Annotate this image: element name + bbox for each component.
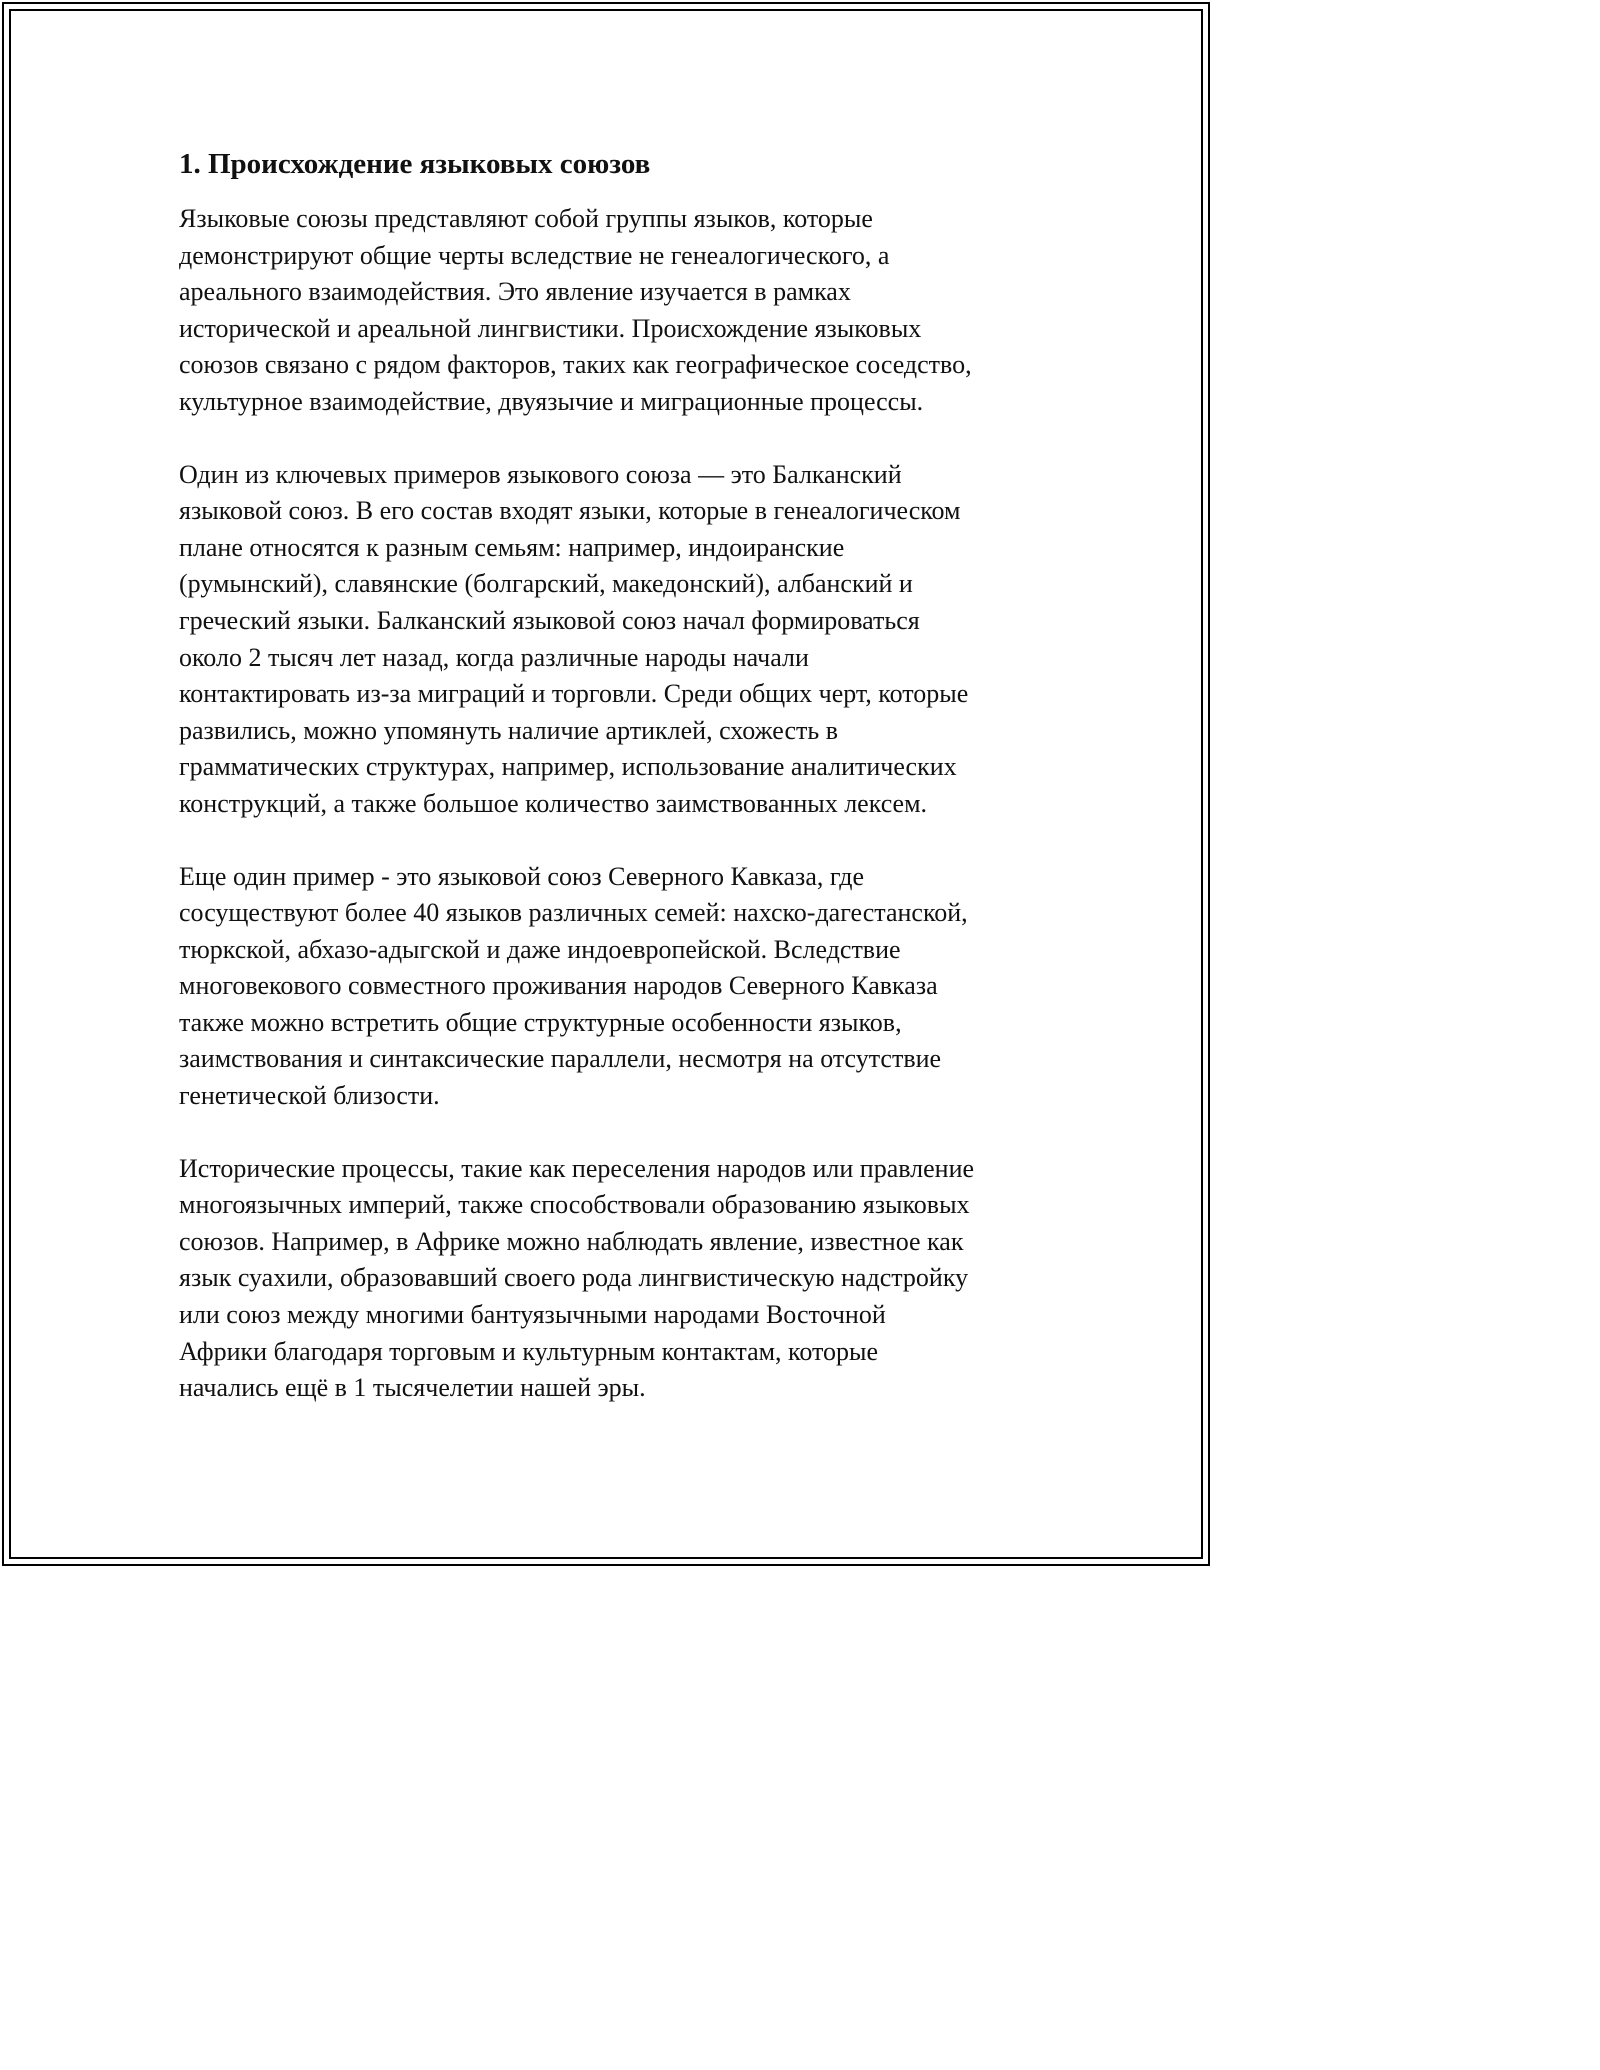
- paragraph-historical-processes: Исторические процессы, такие как переселения народов или правление многоязычных империй, также способствовали образованию языковых союзов. Например, в Африке можно наблюдать явление, известное как язык суахили, образовавший своего рода лингвистическую надстройку или союз между многими бантуязычными народами Восточной Африки благодаря торговым и культурным контактам, которые начались ещё в 1 тысячелетии нашей эры.: [179, 1153, 975, 1403]
- paragraph-balkan-sprachbund: Один из ключевых примеров языкового союза — это Балканский языковой союз. В его состав входят языки, которые в генеалогическом плане относятся к разным семьям: например, индоиранские (румынский), славянские (болгарский, македонский), албанский и греческий языки. Балканский языковой союз начал формироваться около 2 тысяч лет назад, когда различные народы начали контактировать из-за миграций и торговли. Среди общих черт, которые развились, можно упомянуть наличие артиклей, схожесть в грамматических структурах, например, использование аналитических конструкций, а также большое количество заимствованных лексем.: [179, 459, 969, 818]
- paragraph-north-caucasus-union: Еще один пример - это языковой союз Северного Кавказа, где сосуществуют более 40 языков различных семей: нахско-дагестанской, тюркской, абхазо-адыгской и даже индоевропейской. Вследствие многовекового совместного проживания народов Северного Кавказа также можно встретить общие структурные особенности языков, заимствования и синтаксические параллели, несмотря на отсутствие генетической близости.: [179, 861, 968, 1111]
- document-page: [179, 146, 1039, 1443]
- paragraph-language-unions-definition: Языковые союзы представляют собой группы языков, которые демонстрируют общие черты вследствие не генеалогического, а ареального взаимодействия. Это явление изучается в рамках исторической и ареальной лингвистики. Происхождение языковых союзов связано с рядом факторов, таких как географическое соседство, культурное взаимодействие, двуязычие и миграционные процессы.: [179, 204, 972, 416]
- section-heading: 1. Происхождение языковых союзов: [179, 148, 651, 180]
